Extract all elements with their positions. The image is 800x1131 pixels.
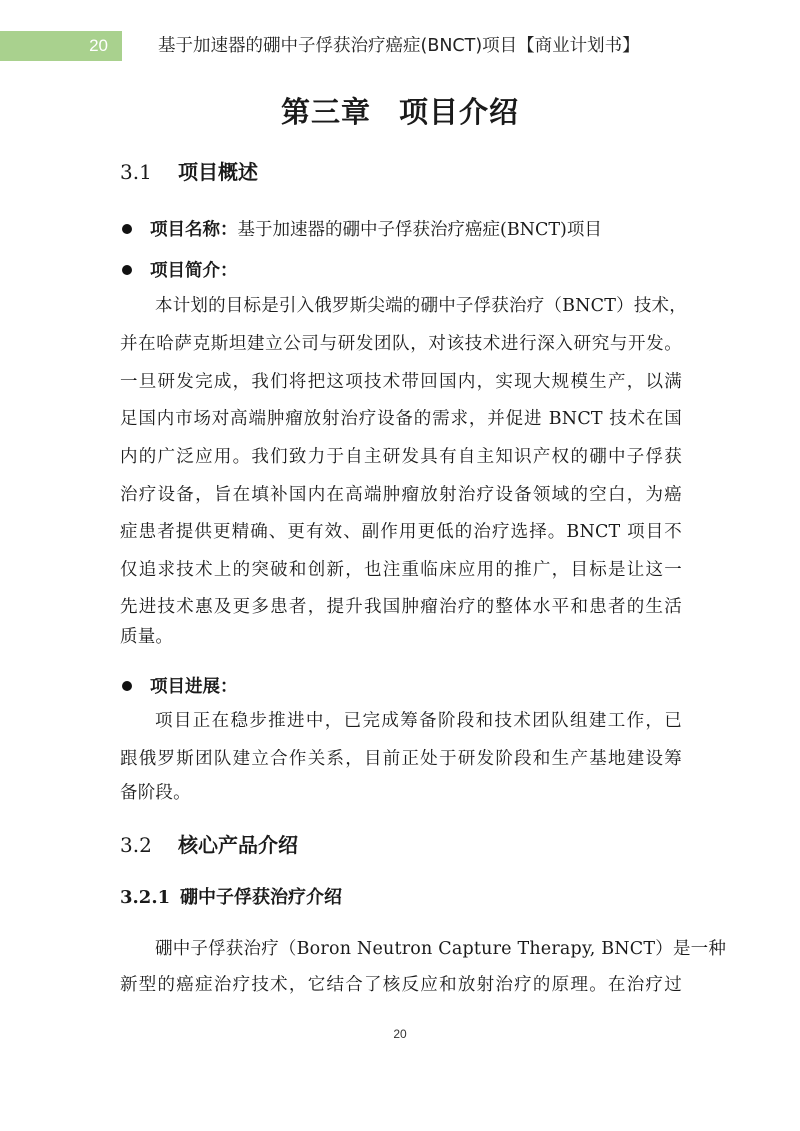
paragraph-line: 先进技术惠及更多患者，提升我国肿瘤治疗的整体水平和患者的生活 bbox=[120, 597, 682, 617]
section-heading-3-2 bbox=[120, 830, 298, 860]
chapter-name: 项目介绍 bbox=[399, 95, 520, 129]
paragraph-line: 内的广泛应用。我们致力于自主研发具有自主知识产权的硼中子俘获 bbox=[120, 447, 682, 467]
paragraph-line: 并在哈萨克斯坦建立公司与研发团队，对该技术进行深入研究与开发。 bbox=[120, 334, 682, 354]
header-title: 基于加速器的硼中子俘获治疗癌症(BNCT)项目【商业计划书】 bbox=[158, 36, 640, 56]
subsection-heading-3-2-1 bbox=[120, 884, 342, 912]
page-number: 20 bbox=[393, 1027, 407, 1041]
paragraph-line: 治疗设备，旨在填补国内在高端肿瘤放射治疗设备领域的空白，为癌 bbox=[120, 485, 682, 505]
subsection-title: 硼中子俘获治疗介绍 bbox=[180, 887, 342, 908]
paragraph-line: 项目正在稳步推进中，已完成筹备阶段和技术团队组建工作，已 bbox=[155, 711, 682, 731]
bullet-label: 项目进展： bbox=[150, 677, 238, 697]
paragraph-line: 跟俄罗斯团队建立合作关系，目前正处于研发阶段和生产基地建设筹 bbox=[120, 749, 682, 769]
paragraph-line: 备阶段。 bbox=[120, 783, 191, 803]
section-title: 核心产品介绍 bbox=[178, 833, 298, 857]
bullet-project-name bbox=[120, 216, 602, 244]
bullet-project-progress bbox=[120, 673, 238, 701]
bullet-dot-icon bbox=[122, 224, 132, 234]
paragraph-line: 症患者提供更精确、更有效、副作用更低的治疗选择。BNCT 项目不 bbox=[120, 522, 682, 542]
chapter-title bbox=[0, 90, 800, 134]
paragraph-line: 足国内市场对高端肿瘤放射治疗设备的需求，并促进 BNCT 技术在国 bbox=[120, 409, 682, 429]
paragraph-line: 硼中子俘获治疗（Boron Neutron Capture Therapy, BNCT）是一种 bbox=[155, 939, 727, 959]
chapter-label: 第三章 bbox=[280, 95, 371, 129]
section-title: 项目概述 bbox=[178, 160, 258, 184]
paragraph-line: 一旦研发完成，我们将把这项技术带回国内，实现大规模生产，以满 bbox=[120, 372, 682, 392]
bullet-value: 基于加速器的硼中子俘获治疗癌症(BNCT)项目 bbox=[237, 220, 602, 240]
bullet-project-intro bbox=[120, 257, 238, 285]
header-page-tab: 20 bbox=[0, 31, 122, 61]
paragraph-line: 新型的癌症治疗技术，它结合了核反应和放射治疗的原理。在治疗过 bbox=[120, 975, 682, 995]
bullet-label: 项目简介： bbox=[150, 261, 238, 281]
bullet-label: 项目名称： bbox=[150, 220, 238, 240]
section-number: 3.2 bbox=[120, 833, 152, 857]
bullet-dot-icon bbox=[122, 681, 132, 691]
subsection-number: 3.2.1 bbox=[120, 887, 171, 908]
section-heading-3-1 bbox=[120, 157, 258, 187]
paragraph-line: 仅追求技术上的突破和创新，也注重临床应用的推广，目标是让这一 bbox=[120, 560, 682, 580]
section-number: 3.1 bbox=[120, 160, 152, 184]
paragraph-line: 本计划的目标是引入俄罗斯尖端的硼中子俘获治疗（BNCT）技术， bbox=[155, 296, 687, 316]
paragraph-line: 质量。 bbox=[120, 627, 174, 647]
bullet-dot-icon bbox=[122, 265, 132, 275]
